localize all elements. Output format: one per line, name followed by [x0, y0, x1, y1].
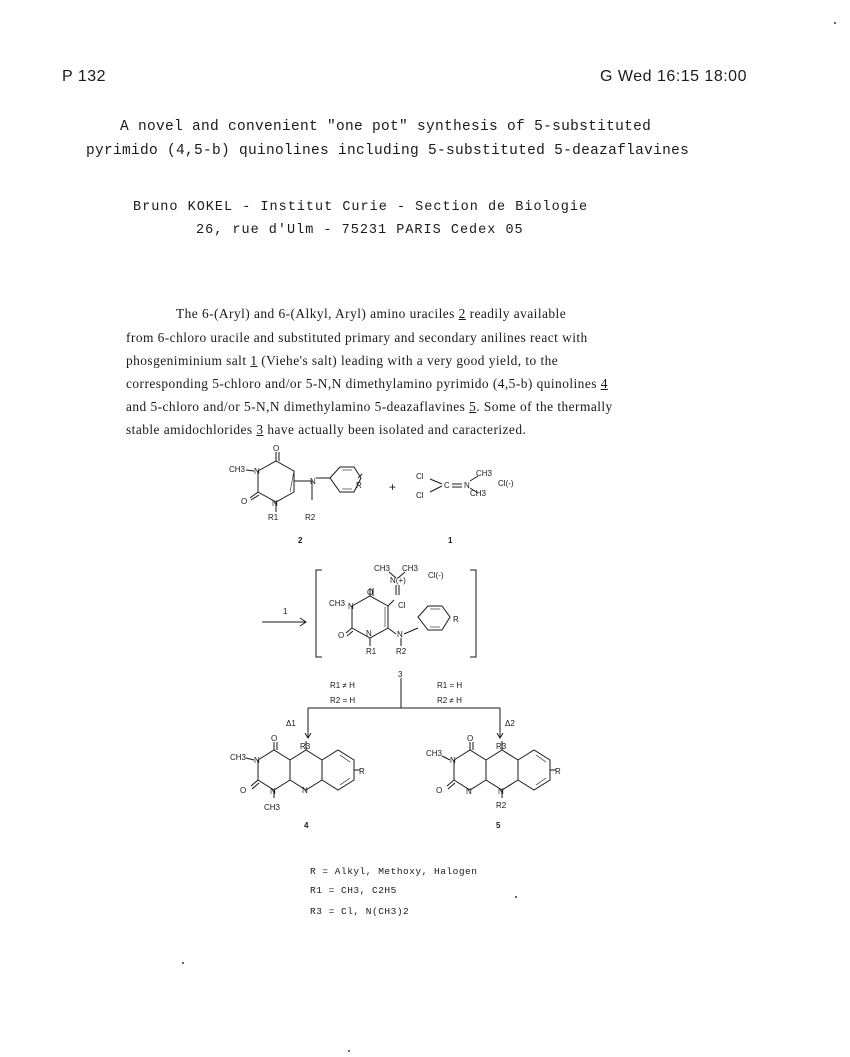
ch3-label: CH3	[374, 564, 391, 573]
chlorine-label: Cl	[416, 472, 424, 481]
carbon-label: C	[444, 481, 450, 490]
oxygen-label: O	[241, 497, 248, 506]
r2-label: R2	[305, 513, 316, 522]
abstract-line-1: The 6-(Aryl) and 6-(Alkyl, Aryl) amino uraciles 2 readily available	[176, 306, 567, 321]
condition-left-1: R1 ≠ H	[330, 681, 355, 690]
ch3-label: CH3	[476, 469, 493, 478]
r-label: R	[555, 767, 561, 776]
scan-speck	[834, 22, 836, 24]
reagent-label: 1	[283, 607, 288, 616]
compound-4-label: 4	[304, 821, 309, 830]
scan-speck	[515, 896, 517, 898]
scan-speck	[348, 1050, 350, 1052]
oxygen-label: O	[338, 631, 345, 640]
title-line-1: A novel and convenient "one pot" synthesis of 5-substituted	[120, 119, 652, 135]
abstract-line-2: from 6-chloro uracile and substituted primary and secondary anilines react with	[126, 330, 588, 345]
scan-speck	[182, 962, 184, 964]
ch3-label: CH3	[470, 489, 487, 498]
nitrogen-label: N	[254, 467, 260, 476]
nitrogen-label: N	[302, 786, 308, 795]
r2-label: R2	[496, 801, 507, 810]
compound-ref: 2	[458, 306, 466, 321]
r2-label: R2	[396, 647, 407, 656]
abstract-line-5: and 5-chloro and/or 5-N,N dimethylamino 5-deazaflavines 5. Some of the thermally	[126, 399, 613, 414]
oxygen-label: O	[436, 786, 443, 795]
oxygen-label: O	[273, 444, 280, 453]
abstract-line-4: corresponding 5-chloro and/or 5-N,N dimethylamino pyrimido (4,5-b) quinolines 4	[126, 376, 608, 391]
r3-label: R3	[300, 742, 311, 751]
chloride-anion-label: Cl(-)	[498, 479, 514, 488]
nitrogen-label: N	[366, 629, 372, 638]
ch3-label: CH3	[402, 564, 419, 573]
chlorine-label: Cl	[398, 601, 406, 610]
condition-right-1: R1 = H	[437, 681, 463, 690]
ch3-label: CH3	[264, 803, 281, 812]
chloride-anion-label: Cl(-)	[428, 571, 444, 580]
compound-ref: 4	[600, 376, 608, 391]
abstract-line-3: phosgeniminium salt 1 (Viehe's salt) leading with a very good yield, to the	[126, 353, 559, 368]
condition-left-2: R2 = H	[330, 696, 356, 705]
nitrogen-label: N	[397, 630, 403, 639]
nitrogen-label: N	[498, 787, 504, 796]
r-label: R	[359, 767, 365, 776]
reaction-scheme	[0, 440, 850, 840]
compound-5-label: 5	[496, 821, 501, 830]
chlorine-label: Cl	[416, 491, 424, 500]
legend-r3: R3 = Cl, N(CH3)2	[310, 906, 410, 917]
compound-3-label: 3	[398, 670, 403, 679]
oxygen-label: O	[467, 734, 474, 743]
title-line-2: pyrimido (4,5-b) quinolines including 5-substituted 5-deazaflavines	[86, 143, 690, 159]
r1-label: R1	[268, 513, 279, 522]
delta-1-label: Δ1	[286, 719, 296, 728]
r-label: R	[356, 481, 362, 490]
nitrogen-label: N	[348, 602, 354, 611]
ch3-label: CH3	[426, 749, 443, 758]
page-number: P 132	[62, 68, 107, 85]
compound-2-structure	[246, 452, 362, 512]
nitrogen-label: N	[272, 499, 278, 508]
plus-sign: +	[389, 480, 397, 494]
oxygen-label: O	[367, 588, 374, 597]
ch3-label: CH3	[229, 465, 246, 474]
r1-label: R1	[366, 647, 377, 656]
r-label: R	[453, 615, 459, 624]
nitrogen-label: N	[310, 477, 316, 486]
r3-label: R3	[496, 742, 507, 751]
oxygen-label: O	[271, 734, 278, 743]
compound-ref: 1	[250, 353, 258, 368]
ch3-label: CH3	[329, 599, 346, 608]
condition-right-2: R2 ≠ H	[437, 696, 462, 705]
compound-2-label: 2	[298, 536, 303, 545]
abstract-line-6: stable amidochlorides 3 have actually been isolated and caracterized.	[126, 422, 527, 437]
legend-r1: R1 = CH3, C2H5	[310, 885, 397, 896]
nitrogen-label: N	[466, 787, 472, 796]
nitrogen-label: N	[450, 756, 456, 765]
nitrogen-cation-label: N	[464, 481, 470, 490]
ch3-label: CH3	[230, 753, 247, 762]
session-info: G Wed 16:15 18:00	[600, 68, 747, 85]
nitrogen-cation-label: N(+)	[390, 576, 406, 585]
legend-r: R = Alkyl, Methoxy, Halogen	[310, 866, 478, 877]
compound-ref: 5	[469, 399, 477, 414]
compound-ref: 3	[256, 422, 264, 437]
delta-2-label: Δ2	[505, 719, 515, 728]
compound-1-label: 1	[448, 536, 453, 545]
nitrogen-label: N	[270, 787, 276, 796]
author-line-1: Bruno KOKEL - Institut Curie - Section de Biologie	[133, 200, 589, 215]
oxygen-label: O	[240, 786, 247, 795]
author-address: 26, rue d'Ulm - 75231 PARIS Cedex 05	[196, 223, 524, 238]
nitrogen-label: N	[254, 756, 260, 765]
